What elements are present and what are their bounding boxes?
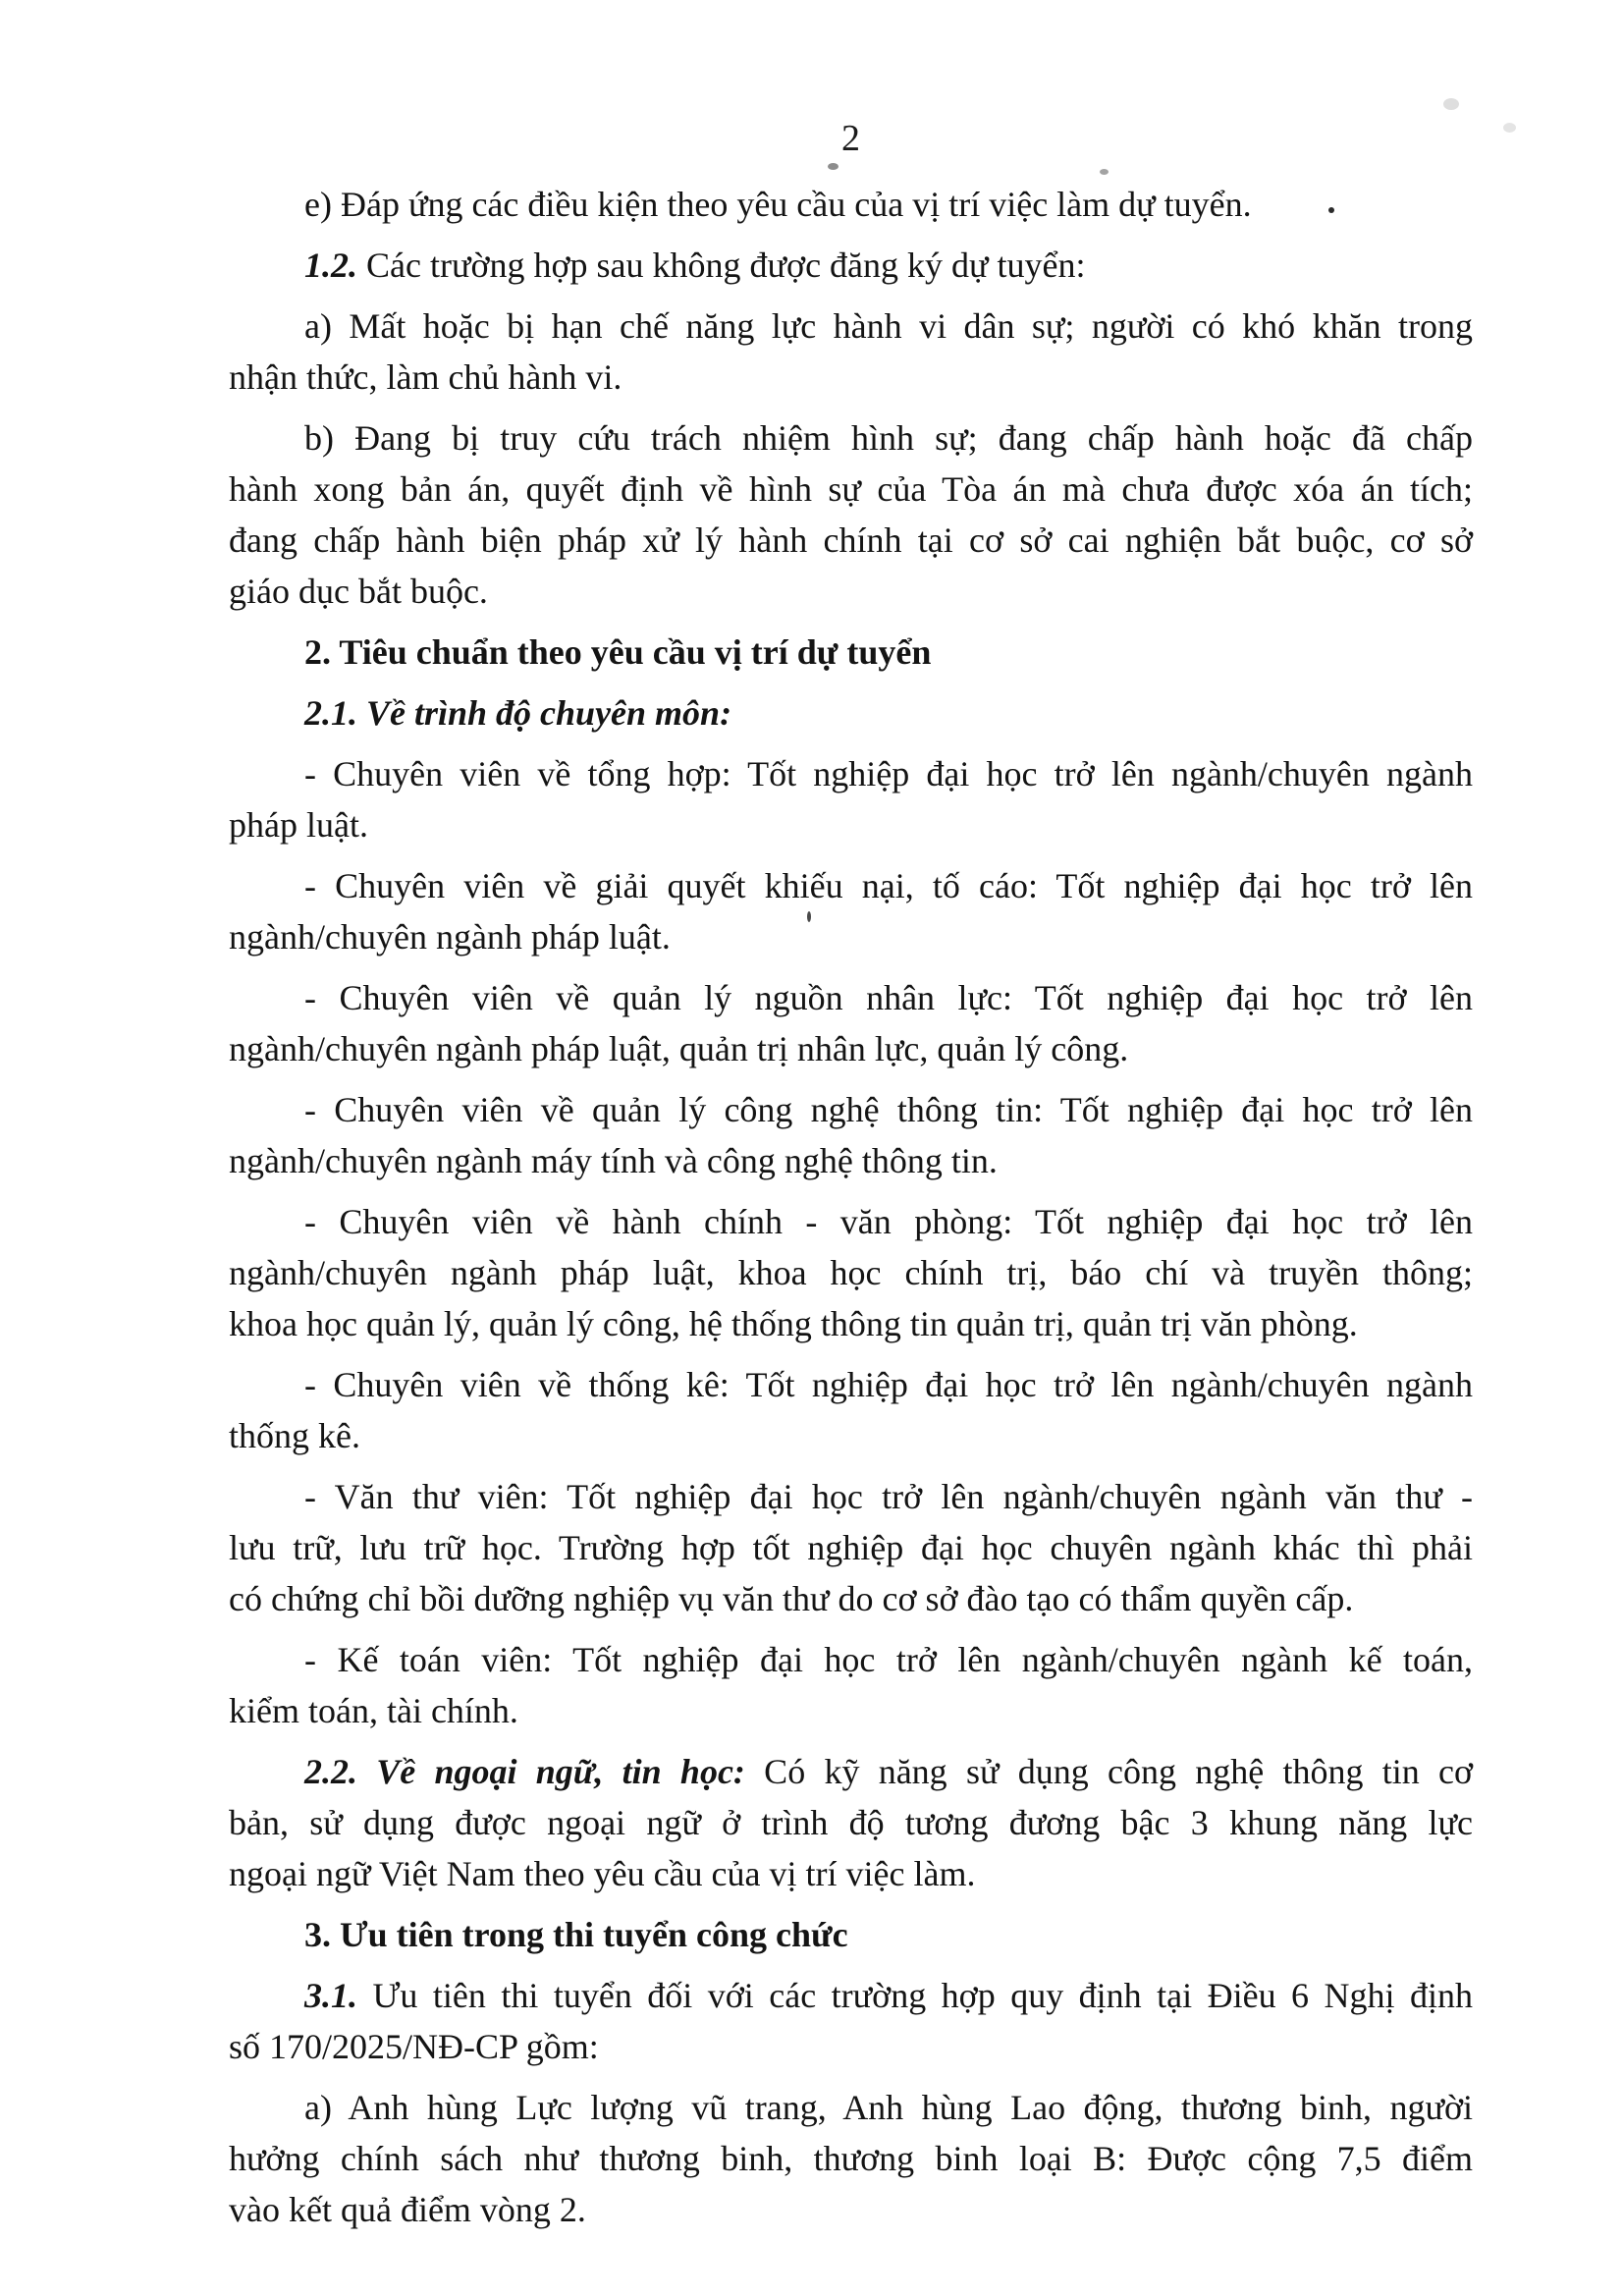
text-run: 1.2.	[304, 246, 357, 285]
text-line	[229, 1848, 1473, 1899]
text-run: thống kê.	[229, 1416, 360, 1455]
paragraph	[229, 1970, 1473, 2072]
scan-speck	[1443, 98, 1459, 110]
scan-speck	[1100, 169, 1109, 175]
text-run: 2.2. Về ngoại ngữ, tin học:	[304, 1752, 745, 1791]
text-line	[229, 2133, 1473, 2184]
text-run: ngành/chuyên ngành pháp luật, quản trị nhân lực, quản lý công.	[229, 1029, 1129, 1068]
text-run: e) Đáp ứng các điều kiện theo yêu cầu của vị trí việc làm dự tuyển.	[304, 185, 1252, 224]
paragraph	[229, 1359, 1473, 1461]
text-line	[229, 1247, 1473, 1298]
scan-speck	[828, 163, 839, 170]
text-run: hưởng chính sách như thương binh, thương binh loại B: Được cộng 7,5 điểm	[229, 2139, 1473, 2178]
paragraph	[229, 748, 1473, 850]
text-line	[229, 464, 1473, 515]
text-line	[229, 1573, 1473, 1624]
scan-speck	[1503, 123, 1516, 133]
scan-speck	[1328, 207, 1334, 213]
text-run: - Chuyên viên về tổng hợp: Tốt nghiệp đại học trở lên ngành/chuyên ngành	[304, 754, 1473, 793]
text-run: ngành/chuyên ngành pháp luật.	[229, 917, 671, 957]
paragraph	[229, 1634, 1473, 1736]
paragraph	[229, 412, 1473, 617]
text-run: hành xong bản án, quyết định về hình sự của Tòa án mà chưa được xóa án tích;	[229, 469, 1473, 509]
text-line	[229, 301, 1473, 352]
text-line	[229, 627, 1473, 678]
text-line	[229, 1084, 1473, 1135]
text-line	[229, 1471, 1473, 1522]
text-line	[229, 1970, 1473, 2021]
paragraph	[229, 1909, 1473, 1960]
text-line	[229, 1298, 1473, 1349]
text-line	[229, 240, 1473, 291]
text-run: khoa học quản lý, quản lý công, hệ thống thông tin quản trị, quản trị văn phòng.	[229, 1304, 1358, 1343]
text-line	[229, 2184, 1473, 2235]
paragraph	[229, 2082, 1473, 2235]
text-line	[229, 1023, 1473, 1074]
text-run: ngành/chuyên ngành pháp luật, khoa học chính trị, báo chí và truyền thông;	[229, 1253, 1473, 1292]
text-line	[229, 1685, 1473, 1736]
text-run: đang chấp hành biện pháp xử lý hành chính tại cơ sở cai nghiện bắt buộc, cơ sở	[229, 520, 1473, 560]
paragraph	[229, 687, 1473, 738]
text-line	[229, 2082, 1473, 2133]
text-run: - Kế toán viên: Tốt nghiệp đại học trở lên ngành/chuyên ngành kế toán,	[304, 1640, 1473, 1679]
text-run: số 170/2025/NĐ-CP gồm:	[229, 2027, 599, 2066]
text-line	[229, 412, 1473, 464]
text-run: Có kỹ năng sử dụng công nghệ thông tin cơ	[744, 1752, 1473, 1791]
text-run: bản, sử dụng được ngoại ngữ ở trình độ tương đương bậc 3 khung năng lực	[229, 1803, 1473, 1842]
text-run: 2.1. Về trình độ chuyên môn:	[304, 693, 732, 733]
text-line	[229, 1634, 1473, 1685]
text-run: - Chuyên viên về giải quyết khiếu nại, tố cáo: Tốt nghiệp đại học trở lên	[304, 866, 1473, 905]
text-run: Các trường hợp sau không được đăng ký dự tuyển:	[357, 246, 1086, 285]
paragraph	[229, 1746, 1473, 1899]
text-run: 2. Tiêu chuẩn theo yêu cầu vị trí dự tuyển	[304, 632, 932, 672]
text-line	[229, 1522, 1473, 1573]
text-run: 3. Ưu tiên trong thi tuyển công chức	[304, 1915, 848, 1954]
text-run: b) Đang bị truy cứu trách nhiệm hình sự; đang chấp hành hoặc đã chấp	[304, 418, 1473, 458]
text-run: lưu trữ, lưu trữ học. Trường hợp tốt nghiệp đại học chuyên ngành khác thì phải	[229, 1528, 1473, 1567]
page-number: 2	[841, 118, 860, 159]
paragraph	[229, 301, 1473, 403]
text-line	[229, 1909, 1473, 1960]
text-run: a) Anh hùng Lực lượng vũ trang, Anh hùng Lao động, thương binh, người	[304, 2088, 1473, 2127]
text-line	[229, 911, 1473, 962]
text-line	[229, 566, 1473, 617]
paragraph	[229, 1196, 1473, 1349]
text-line	[229, 860, 1473, 911]
text-run: pháp luật.	[229, 805, 368, 845]
paragraph	[229, 627, 1473, 678]
text-line	[229, 1410, 1473, 1461]
paragraph	[229, 860, 1473, 962]
text-run: - Chuyên viên về quản lý nguồn nhân lực: Tốt nghiệp đại học trở lên	[304, 978, 1473, 1017]
text-line	[229, 352, 1473, 403]
text-line	[229, 1359, 1473, 1410]
paragraph	[229, 179, 1473, 230]
document-body	[229, 179, 1473, 2245]
text-line	[229, 687, 1473, 738]
paragraph	[229, 1471, 1473, 1624]
text-run: nhận thức, làm chủ hành vi.	[229, 357, 622, 397]
text-line	[229, 972, 1473, 1023]
text-run: kiểm toán, tài chính.	[229, 1691, 518, 1730]
text-run: - Văn thư viên: Tốt nghiệp đại học trở lên ngành/chuyên ngành văn thư -	[304, 1477, 1473, 1516]
text-line	[229, 748, 1473, 799]
paragraph	[229, 1084, 1473, 1186]
text-line	[229, 1196, 1473, 1247]
text-line	[229, 179, 1473, 230]
text-run: - Chuyên viên về hành chính - văn phòng: Tốt nghiệp đại học trở lên	[304, 1202, 1473, 1241]
text-run: a) Mất hoặc bị hạn chế năng lực hành vi dân sự; người có khó khăn trong	[304, 306, 1473, 346]
text-run: ngành/chuyên ngành máy tính và công nghệ thông tin.	[229, 1141, 998, 1180]
text-run: ngoại ngữ Việt Nam theo yêu cầu của vị trí việc làm.	[229, 1854, 976, 1893]
paragraph	[229, 240, 1473, 291]
paragraph	[229, 972, 1473, 1074]
text-run: giáo dục bắt buộc.	[229, 572, 488, 611]
text-run: - Chuyên viên về thống kê: Tốt nghiệp đại học trở lên ngành/chuyên ngành	[304, 1365, 1473, 1404]
text-line	[229, 2021, 1473, 2072]
text-run: - Chuyên viên về quản lý công nghệ thông tin: Tốt nghiệp đại học trở lên	[304, 1090, 1473, 1129]
text-run: Ưu tiên thi tuyển đối với các trường hợp quy định tại Điều 6 Nghị định	[357, 1976, 1473, 2015]
text-run: có chứng chỉ bồi dưỡng nghiệp vụ văn thư do cơ sở đào tạo có thẩm quyền cấp.	[229, 1579, 1354, 1618]
text-line	[229, 799, 1473, 850]
text-line	[229, 1135, 1473, 1186]
text-line	[229, 515, 1473, 566]
text-run: 3.1.	[304, 1976, 357, 2015]
scan-speck	[807, 911, 811, 922]
text-line	[229, 1797, 1473, 1848]
text-run: vào kết quả điểm vòng 2.	[229, 2190, 586, 2229]
text-line	[229, 1746, 1473, 1797]
